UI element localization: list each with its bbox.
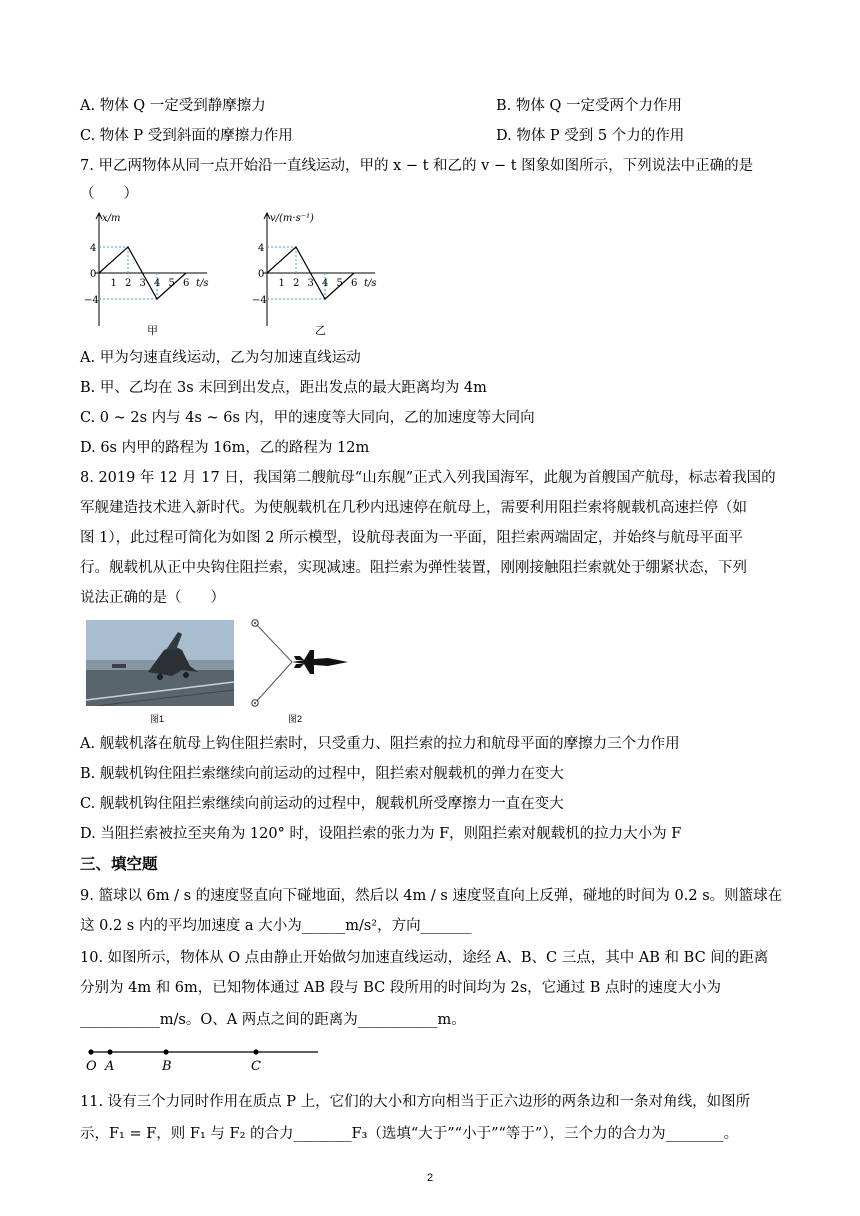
x-tick-label: 4 xyxy=(322,278,329,289)
page-number: 2 xyxy=(426,1172,434,1184)
fig1-caption: 图1 xyxy=(150,714,165,724)
point-a-label: A xyxy=(105,1059,115,1074)
point-c-label: C xyxy=(251,1059,261,1074)
q6-option-d: D. 物体 P 受到 5 个力的作用 xyxy=(496,128,685,144)
graph-jia xyxy=(82,210,232,342)
q8-line-5: 说法正确的是（ ） xyxy=(80,590,225,606)
x-tick-label: 6 xyxy=(351,278,358,289)
graph-caption: 甲 xyxy=(147,324,158,337)
q10-line-3: ___________m/s。O、A 两点之间的距离为___________m。 xyxy=(80,1012,466,1028)
q8-option-b: B. 舰载机钩住阻拦索继续向前运动的过程中，阻拦索对舰载机的弹力在变大 xyxy=(80,766,564,782)
y-tick-label: 0 xyxy=(258,269,265,280)
q8-line-2: 军舰建造技术进入新时代。为使舰载机在几秒内迅速停在航母上，需要利用阻拦索将舰载机高速拦停（如 xyxy=(80,500,747,516)
fig2-caption: 图2 xyxy=(288,714,303,724)
q6-option-a-text: A. 物体 Q 一定受到静摩擦力 xyxy=(80,98,266,114)
x-tick-label: 3 xyxy=(139,278,146,289)
q8-option-c: C. 舰载机钩住阻拦索继续向前运动的过程中，舰载机所受摩擦力一直在变大 xyxy=(80,796,564,812)
q6-option-c-text: C. 物体 P 受到斜面的摩擦力作用 xyxy=(80,128,293,144)
x-tick-label: 5 xyxy=(336,278,343,289)
x-tick-label: 4 xyxy=(154,278,161,289)
y-tick-label: −4 xyxy=(252,295,267,306)
x-axis-label: t/s xyxy=(196,278,209,289)
x-tick-label: 6 xyxy=(183,278,190,289)
q8-line-1: 8. 2019 年 12 月 17 日，我国第二艘航母“山东舰”正式入列我国海军，此舰为首艘国产航母，标志着我国的 xyxy=(80,470,776,486)
point-b-label: B xyxy=(162,1059,172,1074)
y-tick-label: 4 xyxy=(90,243,97,254)
y-tick-label: −4 xyxy=(84,295,99,306)
q7-option-d: D. 6s 内甲的路程为 16m，乙的路程为 12m xyxy=(80,440,370,456)
q7-stem: 7. 甲乙两物体从同一点开始沿一直线运动，甲的 x − t 和乙的 v − t 图象如图所示，下列说法中正确的是 xyxy=(80,158,754,174)
point-o-label: O xyxy=(86,1059,97,1074)
q11-line-1: 11. 设有三个力同时作用在质点 P 上，它们的大小和方向相当于正六边形的两条边和一条对角线，如图所 xyxy=(80,1094,751,1110)
q6-option-a xyxy=(80,96,780,116)
q6-option-b: B. 物体 Q 一定受两个力作用 xyxy=(496,98,682,114)
q6-option-c xyxy=(80,126,780,146)
section-heading: 三、填空题 xyxy=(80,855,158,873)
y-tick-label: 0 xyxy=(90,269,97,280)
q11-line-2: 示，F₁ = F，则 F₁ 与 F₂ 的合力________F₃（选填“大于”“小于”“等于”），三个力的合力为________。 xyxy=(80,1126,739,1142)
q9-line-2: 这 0.2 s 内的平均加速度 a 大小为______m/s²，方向_______ xyxy=(80,918,472,934)
x-axis-label: t/s xyxy=(364,278,377,289)
q7-paren: （ ） xyxy=(80,186,138,202)
q10-line-2: 分别为 4m 和 6m，已知物体通过 AB 段与 BC 段所用的时间均为 2s，它通过 B 点时的速度大小为 xyxy=(80,980,722,996)
x-tick-label: 5 xyxy=(168,278,175,289)
y-tick-label: 4 xyxy=(258,243,265,254)
q7-option-a: A. 甲为匀速直线运动，乙为匀加速直线运动 xyxy=(80,350,361,366)
q7-option-b: B. 甲、乙均在 3s 末回到出发点，距出发点的最大距离均为 4m xyxy=(80,380,487,396)
x-tick-label: 2 xyxy=(125,278,132,289)
x-tick-label: 1 xyxy=(278,278,285,289)
y-axis-label: x/m xyxy=(102,213,121,224)
y-axis-label: v/(m·s⁻¹) xyxy=(270,213,314,224)
graph-yi xyxy=(250,210,410,342)
q8-line-3: 图 1），此过程可简化为如图 2 所示模型，设航母表面为一平面，阻拦索两端固定，并始终与航母平面平 xyxy=(80,530,744,546)
graph-caption: 乙 xyxy=(315,324,326,337)
x-tick-label: 1 xyxy=(110,278,117,289)
arrest-cable-model-diagram xyxy=(244,614,354,714)
x-tick-label: 2 xyxy=(293,278,300,289)
x-tick-label: 3 xyxy=(307,278,314,289)
q8-option-a: A. 舰载机落在航母上钩住阻拦索时，只受重力、阻拦索的拉力和航母平面的摩擦力三个力作用 xyxy=(80,736,680,752)
q10-line-diagram xyxy=(82,1040,332,1074)
q10-line-1: 10. 如图所示，物体从 O 点由静止开始做匀加速直线运动，途经 A、B、C 三点，其中 AB 和 BC 间的距离 xyxy=(80,950,769,966)
carrier-landing-photo xyxy=(86,620,234,706)
q7-option-c: C. 0 ~ 2s 内与 4s ~ 6s 内，甲的速度等大同向，乙的加速度等大同向 xyxy=(80,410,535,426)
q9-line-1: 9. 篮球以 6m / s 的速度竖直向下碰地面，然后以 4m / s 速度竖直向上反弹，碰地的时间为 0.2 s。则篮球在 xyxy=(80,888,783,904)
q8-line-4: 行。舰载机从正中央钩住阻拦索，实现减速。阻拦索为弹性装置，刚刚接触阻拦索就处于绷紧状态，下列 xyxy=(80,560,747,576)
q8-option-d: D. 当阻拦索被拉至夹角为 120° 时，设阻拦索的张力为 F，则阻拦索对舰载机的拉力大小为 F xyxy=(80,826,682,842)
